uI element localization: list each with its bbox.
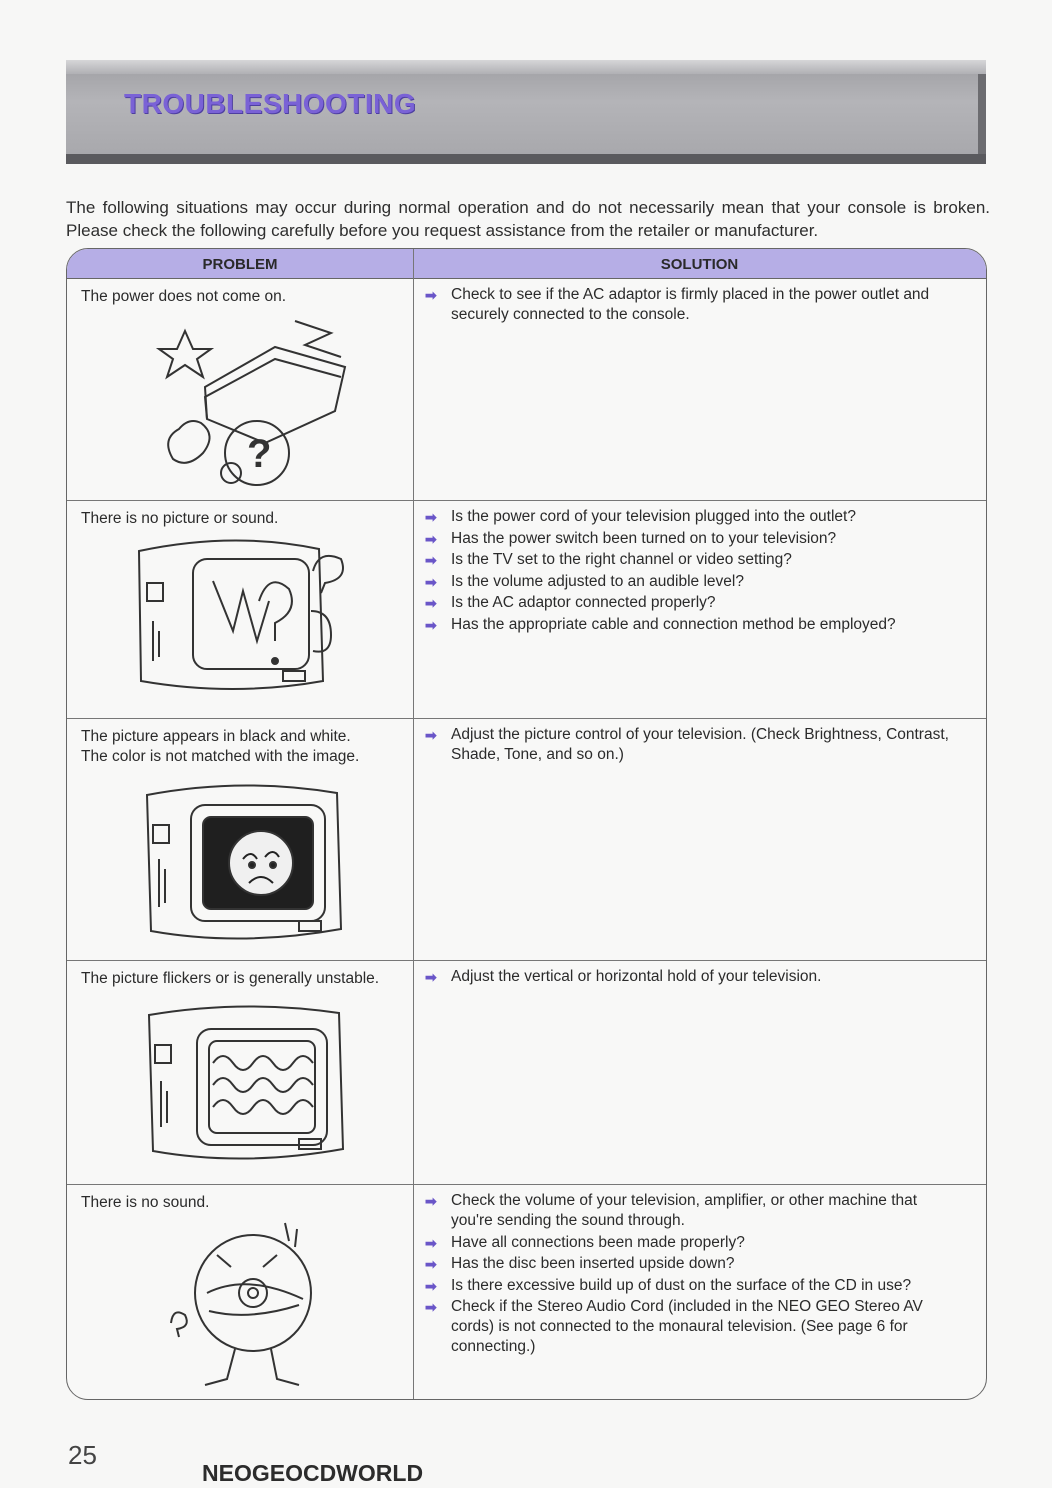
table-row	[67, 961, 986, 1185]
problem-text: The picture appears in black and white. The color is not matched with the image.	[81, 728, 360, 765]
solution-item: ➡ Check the volume of your television, amplifier, or other machine that you're sending the sound through.	[425, 1192, 918, 1229]
solution-item: ➡ Is the volume adjusted to an audible level?	[425, 572, 744, 590]
solution-list	[425, 285, 962, 327]
header-banner	[66, 60, 986, 164]
solution-item: ➡ Check if the Stereo Audio Cord (included in the NEO GEO Stereo AV cords) is not connected to the monaural television. (See page 6 for connecting.)	[425, 1298, 923, 1356]
solution-item: ➡ Has the disc been inserted upside down?	[425, 1255, 735, 1273]
problem-text: The picture flickers or is generally unstable.	[81, 970, 380, 987]
arrow-right-icon: ➡	[425, 1277, 437, 1294]
table-row	[67, 719, 986, 961]
arrow-right-icon: ➡	[425, 573, 437, 590]
arrow-right-icon: ➡	[425, 616, 437, 633]
solution-list	[425, 725, 962, 767]
arrow-right-icon: ➡	[425, 287, 437, 303]
problem-text: There is no sound.	[81, 1194, 210, 1211]
problem-text: The power does not come on.	[81, 288, 287, 305]
solution-item: ➡ Has the power switch been turned on to your television?	[425, 529, 837, 547]
table-row	[67, 1185, 986, 1400]
watermark-text: NEOGEOCDWORLD	[202, 1460, 424, 1486]
arrow-right-icon: ➡	[425, 552, 437, 569]
console-illustration	[145, 301, 355, 497]
arrow-right-icon: ➡	[425, 1193, 437, 1209]
solution-item: ➡ Is the power cord of your television plugged into the outlet?	[425, 508, 856, 525]
page-number: 25	[68, 1440, 97, 1470]
cd-character-illustration	[157, 1215, 327, 1395]
arrow-right-icon: ➡	[425, 727, 437, 743]
solution-item: ➡ Check to see if the AC adaptor is firmly placed in the power outlet and securely connected to the console.	[425, 286, 930, 323]
solution-item: ➡ Is the AC adaptor connected properly?	[425, 594, 716, 612]
svg-text:?: ?	[247, 432, 272, 476]
arrow-right-icon: ➡	[425, 1299, 437, 1316]
arrow-right-icon: ➡	[425, 509, 437, 525]
arrow-right-icon: ➡	[425, 969, 437, 985]
troubleshooting-table	[66, 248, 987, 1400]
tv-flicker-illustration	[143, 1001, 353, 1171]
solution-list	[425, 1191, 962, 1359]
intro-paragraph: The following situations may occur during normal operation and do not necessarily mean that your console is broken. Please check the following carefully before you request assistance from the retailer or manufacturer.	[66, 198, 990, 240]
page-title: TROUBLESHOOTING	[124, 88, 417, 119]
problem-column-header: PROBLEM	[202, 255, 278, 273]
solution-list	[425, 967, 962, 989]
tv-no-picture-illustration	[133, 531, 363, 711]
solution-item: ➡ Adjust the vertical or horizontal hold of your television.	[425, 968, 822, 985]
table-header	[67, 249, 986, 279]
arrow-right-icon: ➡	[425, 1234, 437, 1251]
solution-item: ➡ Adjust the picture control of your television. (Check Brightness, Contrast, Shade, Tone, and so on.)	[425, 726, 949, 763]
table-row	[67, 279, 986, 501]
solution-column-header: SOLUTION	[660, 255, 739, 273]
arrow-right-icon: ➡	[425, 595, 437, 612]
solution-list	[425, 507, 962, 637]
solution-item: ➡ Has the appropriate cable and connection method be employed?	[425, 615, 896, 633]
arrow-right-icon: ➡	[425, 530, 437, 547]
solution-item: ➡ Is there excessive build up of dust on the surface of the CD in use?	[425, 1276, 912, 1294]
solution-item: ➡ Is the TV set to the right channel or video setting?	[425, 551, 792, 569]
star-icon	[159, 331, 211, 377]
problem-text: There is no picture or sound.	[81, 510, 279, 527]
solution-item: ➡ Have all connections been made properly?	[425, 1233, 745, 1251]
tv-black-white-illustration	[141, 779, 351, 951]
arrow-right-icon: ➡	[425, 1256, 437, 1273]
table-row	[67, 501, 986, 719]
